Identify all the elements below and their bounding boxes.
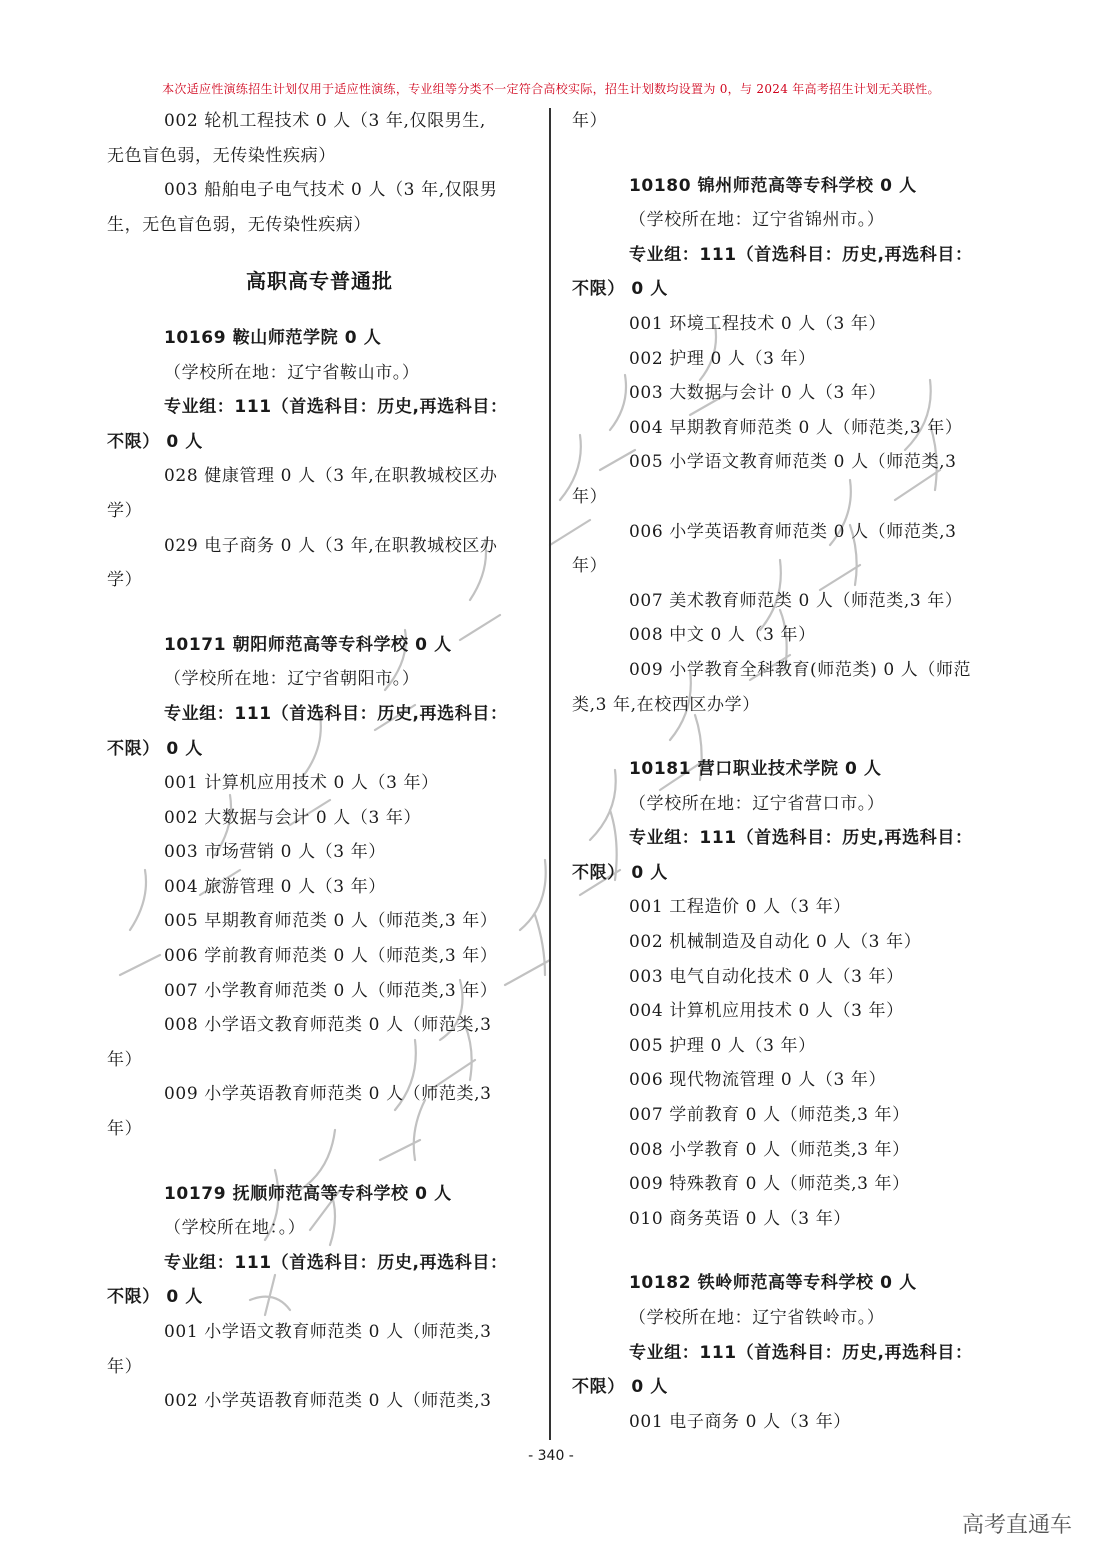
school-location: （学校所在地：辽宁省朝阳市。） [164,669,420,690]
major-entry: 007 学前教育 0 人（师范类,3 年） [629,1105,910,1126]
school-name: 10181 营口职业技术学院 0 人 [629,759,882,780]
major-entry [107,104,532,173]
school-name: 10169 鞍山师范学院 0 人 [164,327,382,348]
major-entry: 006 现代物流管理 0 人（3 年） [629,1070,887,1091]
school-location: （学校所在地：辽宁省锦州市。） [629,210,885,231]
major-entry: 002 机械制造及自动化 0 人（3 年） [629,932,922,953]
major-entry [572,515,997,584]
major-entry: 005 早期教育师范类 0 人（师范类,3 年） [164,911,498,932]
major-group-cont: 不限） 0 人 [107,1287,203,1308]
major-group-cont: 不限） 0 人 [572,1377,668,1398]
major-group [107,697,532,766]
major-text: 008 小学语文教育师范类 0 人（师范类,3 [164,1015,492,1036]
major-text: 028 健康管理 0 人（3 年,在职教城校区办 [164,466,498,487]
major-group-cont: 不限） 0 人 [107,431,203,452]
major-group-text: 专业组：111（首选科目：历史,再选科目： [164,703,508,724]
major-entry: 010 商务英语 0 人（3 年） [629,1208,851,1229]
major-group [572,821,997,890]
major-group [107,1246,532,1315]
major-text-cont: 学） [107,500,143,521]
major-entry [107,1077,532,1146]
major-text: 002 轮机工程技术 0 人（3 年,仅限男生, [164,111,486,131]
major-entry [107,1315,532,1384]
major-text-cont: 类,3 年,在校西区办学） [572,694,760,715]
school-name: 10182 铁岭师范高等专科学校 0 人 [629,1273,917,1294]
major-entry: 004 旅游管理 0 人（3 年） [164,876,386,897]
major-entry [107,173,532,242]
major-entry: 008 中文 0 人（3 年） [629,625,816,646]
major-group [572,238,997,307]
major-group-text: 专业组：111（首选科目：历史,再选科目： [164,1252,508,1273]
major-entry: 002 护理 0 人（3 年） [629,348,816,369]
major-group-cont: 不限） 0 人 [107,738,203,759]
major-text-cont: 年） [572,486,608,507]
school-name: 10179 抚顺师范高等专科学校 0 人 [164,1183,452,1204]
top-items [107,104,532,242]
major-entry: 005 护理 0 人（3 年） [629,1035,816,1056]
section-title: 高职高专普通批 [246,269,393,294]
school-location: （学校所在地：辽宁省营口市。） [629,793,885,814]
school-block [107,321,532,598]
left-column [107,104,532,1419]
school-name: 10180 锦州师范高等专科学校 0 人 [629,175,917,196]
major-entry: 004 早期教育师范类 0 人（师范类,3 年） [629,417,963,438]
major-entry [572,653,997,722]
school-name: 10171 朝阳师范高等专科学校 0 人 [164,634,452,655]
column-divider [549,108,551,1440]
major-text-cont: 学） [107,570,143,591]
major-text: 029 电子商务 0 人（3 年,在职教城校区办 [164,535,498,556]
major-entry: 002 大数据与会计 0 人（3 年） [164,807,422,828]
major-entry: 001 环境工程技术 0 人（3 年） [629,313,887,334]
school-location: （学校所在地：辽宁省鞍山市。） [164,362,420,383]
major-text: 006 小学英语教育师范类 0 人（师范类,3 [629,521,957,542]
major-text: 001 小学语文教育师范类 0 人（师范类,3 [164,1322,492,1342]
major-entry [107,1008,532,1077]
right-column [572,104,997,1439]
major-entry: 003 市场营销 0 人（3 年） [164,842,386,863]
major-entry: 006 学前教育师范类 0 人（师范类,3 年） [164,946,498,967]
major-entry: 004 计算机应用技术 0 人（3 年） [629,1001,904,1022]
major-entry: 001 计算机应用技术 0 人（3 年） [164,773,439,794]
school-block [572,169,997,723]
page-number: - 340 - [528,1448,574,1464]
major-entry [107,529,532,598]
major-text: 003 船舶电子电气技术 0 人（3 年,仅限男 [164,180,498,201]
major-entry: 001 电子商务 0 人（3 年） [629,1411,851,1432]
school-block [572,1266,997,1439]
major-group-text: 专业组：111（首选科目：历史,再选科目： [629,828,973,849]
header-notice: 本次适应性演练招生计划仅用于适应性演练，专业组等分类不一定符合高校实际，招生计划数均设置为 0，与 2024 年高考招生计划无关联性。 [162,82,940,96]
major-entry: 003 电气自动化技术 0 人（3 年） [629,966,904,987]
carry-over-text: 年） [572,111,608,131]
major-entry: 003 大数据与会计 0 人（3 年） [629,383,887,404]
major-entry: 001 工程造价 0 人（3 年） [629,897,851,918]
major-text-cont: 年） [107,1049,143,1070]
school-location: （学校所在地：辽宁省铁岭市。） [629,1308,885,1328]
major-group-text: 专业组：111（首选科目：历史,再选科目： [629,244,973,265]
school-block [107,1177,532,1419]
major-text-cont: 年） [107,1356,143,1377]
major-entry: 009 特殊教育 0 人（师范类,3 年） [629,1174,910,1195]
major-group-cont: 不限） 0 人 [572,862,668,883]
school-location: （学校所在地：。） [164,1218,306,1239]
major-group [107,390,532,459]
major-text-cont: 无色盲色弱，无传染性疾病） [107,145,336,166]
brand-watermark: 高考直通车 [961,1513,1072,1538]
major-entry: 007 小学教育师范类 0 人（师范类,3 年） [164,980,498,1001]
major-group-text: 专业组：111（首选科目：历史,再选科目： [164,397,508,418]
major-text: 009 小学教育全科教育(师范类) 0 人（师范 [629,659,972,680]
major-text-cont: 年） [572,556,608,577]
major-entry [107,459,532,528]
major-group-text: 专业组：111（首选科目：历史,再选科目： [629,1342,973,1363]
major-entry [572,445,997,514]
major-group-cont: 不限） 0 人 [572,279,668,300]
school-block [572,752,997,1236]
major-text-cont: 年） [107,1119,143,1140]
major-text-cont: 生，无色盲色弱，无传染性疾病） [107,214,371,235]
major-group [572,1336,997,1405]
major-entry: 002 小学英语教育师范类 0 人（师范类,3 [164,1391,492,1412]
major-text: 005 小学语文教育师范类 0 人（师范类,3 [629,452,957,473]
major-entry: 007 美术教育师范类 0 人（师范类,3 年） [629,590,963,611]
major-text: 009 小学英语教育师范类 0 人（师范类,3 [164,1084,492,1105]
school-block [107,628,532,1147]
major-entry: 008 小学教育 0 人（师范类,3 年） [629,1139,910,1160]
